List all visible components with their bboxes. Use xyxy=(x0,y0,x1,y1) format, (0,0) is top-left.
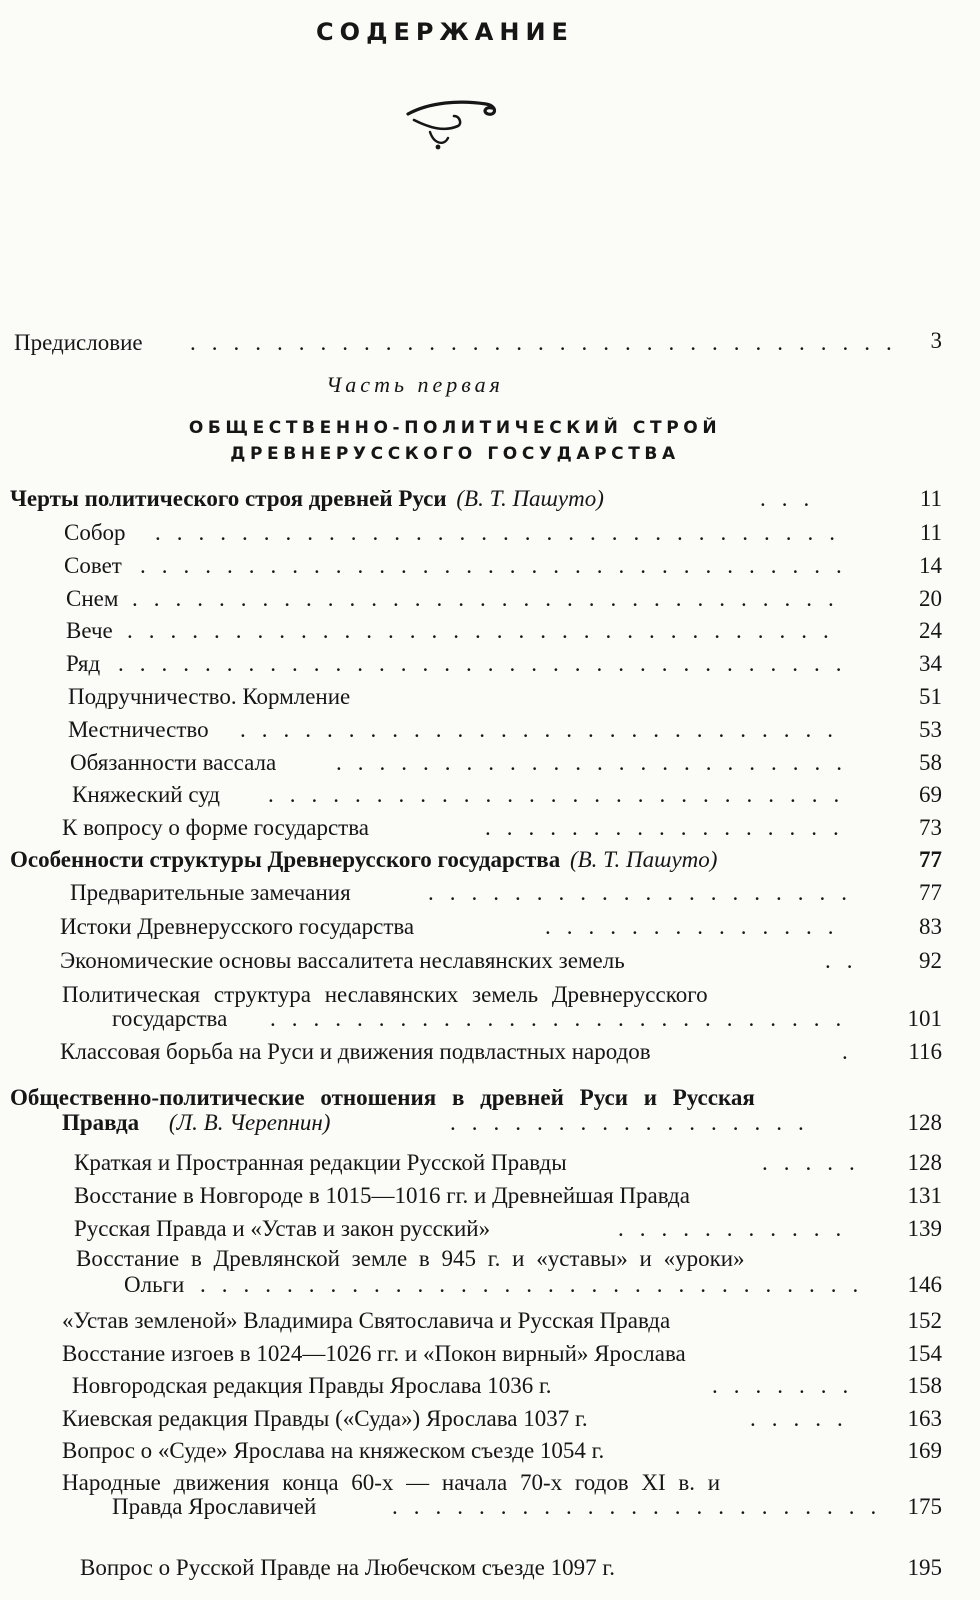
toc-entry-title: К вопросу о форме государства xyxy=(62,815,369,841)
dot-leader: .................... xyxy=(428,880,863,905)
chapter-title: Общественно-политические отношения в древней Руси и Русская xyxy=(10,1085,755,1110)
dot-leader: ................................. xyxy=(132,585,850,611)
part-title-line-2: ДРЕВНЕРУССКОГО ГОСУДАРСТВА xyxy=(230,444,680,464)
toc-entry-title: Вопрос о «Суде» Ярослава на княжеском съезде 1054 г. xyxy=(62,1438,605,1464)
toc-entry-title: Новгородская редакция Правды Ярослава 1036 г. xyxy=(72,1373,552,1399)
dot-leader: ................................. xyxy=(127,618,845,644)
dot-leader: ..... xyxy=(762,1150,871,1175)
toc-entry-title: Восстание в Древлянской земле в 945 г. и «уставы» и «уроки» xyxy=(76,1246,745,1271)
toc-entry-page: 163 xyxy=(907,1405,942,1431)
toc-entry-page: 131 xyxy=(907,1183,942,1208)
toc-entry-page: 11 xyxy=(919,486,942,511)
page-heading: СОДЕРЖАНИЕ xyxy=(316,18,574,46)
toc-entry-page: 83 xyxy=(919,914,942,939)
toc-entry-title-continued: государства xyxy=(112,1006,228,1031)
toc-entry-title: Вече xyxy=(66,618,113,644)
toc-entry-title: Политическая структура неславянских земель Древнерусского xyxy=(62,982,708,1007)
part-label: Часть первая xyxy=(326,372,504,397)
dot-leader: ................................ xyxy=(155,520,851,545)
chapter-author: (В. Т. Пашуто) xyxy=(569,847,718,872)
dot-leader: ................................. xyxy=(140,552,858,578)
chapter-author: (В. Т. Пашуто) xyxy=(456,486,604,511)
toc-entry-title: Собор xyxy=(64,520,126,545)
toc-entry-title: Предисловие xyxy=(14,330,143,355)
dot-leader: ........................... xyxy=(270,1006,858,1031)
toc-entry-page: 92 xyxy=(919,948,942,973)
toc-entry-page: 175 xyxy=(907,1494,942,1519)
toc-entry-title-continued: Ольги xyxy=(124,1272,185,1297)
toc-entry-page: 11 xyxy=(919,520,942,545)
toc-entry-page: 158 xyxy=(907,1373,942,1399)
toc-entry-title: Киевская редакция Правды («Суда») Ярослава 1037 г. xyxy=(62,1405,588,1431)
chapter-title-continued xyxy=(62,1108,330,1138)
toc-entry-page: 195 xyxy=(907,1555,942,1580)
toc-entry-page: 169 xyxy=(907,1438,942,1464)
toc-entry-page: 154 xyxy=(907,1340,942,1366)
toc-entry-title: Экономические основы вассалитета неславянских земель xyxy=(60,948,625,973)
toc-entry-title: Русская Правда и «Устав и закон русский» xyxy=(74,1216,491,1241)
toc-entry-title: Классовая борьба на Руси и движения подвластных народов xyxy=(60,1039,651,1064)
toc-entry-title: Подручничество. Кормление xyxy=(68,684,351,709)
toc-entry-page: 14 xyxy=(919,552,942,578)
toc-entry-page: 146 xyxy=(907,1272,942,1297)
toc-entry-page: 77 xyxy=(919,847,942,872)
toc-entry-title: Совет xyxy=(64,552,122,578)
toc-entry-title: Краткая и Пространная редакции Русской Правды xyxy=(74,1150,567,1175)
toc-entry-page: 34 xyxy=(919,651,942,677)
part-title-line-1: ОБЩЕСТВЕННО-ПОЛИТИЧЕСКИЙ СТРОЙ xyxy=(188,418,722,438)
chapter-title xyxy=(10,484,604,514)
dot-leader: ............................ xyxy=(240,716,849,742)
toc-entry-title: Истоки Древнерусского государства xyxy=(60,914,415,939)
toc-entry-title: Народные движения конца 60-х — начала 70-х годов XI в. и xyxy=(62,1470,721,1495)
toc-entry-title: Местничество xyxy=(68,716,209,742)
dot-leader: ................................. xyxy=(190,330,908,355)
dot-leader: ....... xyxy=(712,1373,865,1399)
toc-entry-page: 20 xyxy=(919,585,942,611)
toc-entry-page: 24 xyxy=(919,618,942,644)
toc-entry-page: 116 xyxy=(908,1039,942,1064)
dot-leader: ................. xyxy=(450,1110,820,1135)
toc-entry-title: Обязанности вассала xyxy=(70,749,277,775)
dot-leader: . xyxy=(842,1039,848,1064)
toc-entry-page: 51 xyxy=(919,684,942,709)
dot-leader: .................................. xyxy=(118,651,858,677)
dot-leader: ........................ xyxy=(336,749,858,775)
chapter-title-text: Правда xyxy=(62,1110,140,1135)
toc-entry-page: 128 xyxy=(907,1110,942,1135)
toc-entry-title: «Устав земленой» Владимира Святославича и Русская Правда xyxy=(62,1308,671,1333)
toc-entry-title: Вопрос о Русской Правде на Любечском съезде 1097 г. xyxy=(80,1555,615,1580)
toc-entry-title: Княжеский суд xyxy=(72,782,221,808)
dot-leader: .. xyxy=(825,948,869,973)
toc-entry-title: Ряд xyxy=(66,651,101,677)
dot-leader: ................. xyxy=(485,815,855,841)
dot-leader: ..... xyxy=(750,1405,859,1431)
dot-leader: ............................... xyxy=(200,1272,875,1297)
chapter-author: (Л. В. Черепнин) xyxy=(168,1110,331,1135)
toc-entry-page: 58 xyxy=(919,749,942,775)
flourish-ornament-icon xyxy=(400,92,510,154)
dot-leader: .............. xyxy=(545,914,850,939)
toc-entry-title: Восстание изгоев в 1024—1026 гг. и «Покон вирный» Ярослава xyxy=(62,1340,686,1366)
chapter-title xyxy=(10,845,717,875)
toc-entry-page: 128 xyxy=(907,1150,942,1175)
dot-leader: ....................... xyxy=(392,1494,893,1519)
toc-entry-page: 69 xyxy=(919,782,942,808)
toc-entry-page: 3 xyxy=(930,328,942,353)
toc-entry-page: 152 xyxy=(907,1308,942,1333)
toc-entry-page: 139 xyxy=(907,1216,942,1241)
toc-entry-page: 101 xyxy=(907,1006,942,1031)
dot-leader: ........................... xyxy=(268,782,856,808)
toc-entry-page: 73 xyxy=(919,815,942,841)
dot-leader: ... xyxy=(760,486,826,511)
chapter-title-text: Особенности структуры Древнерусского государства xyxy=(10,847,561,872)
toc-entry-title: Снем xyxy=(66,585,119,611)
toc-entry-page: 77 xyxy=(919,880,942,905)
toc-entry-page: 53 xyxy=(919,716,942,742)
toc-entry-title: Предварительные замечания xyxy=(70,880,351,905)
toc-entry-title: Восстание в Новгороде в 1015—1016 гг. и Древнейшая Правда xyxy=(74,1183,690,1208)
chapter-title-text: Черты политического строя древней Руси xyxy=(10,486,447,511)
dot-leader: ........... xyxy=(618,1216,858,1241)
toc-entry-title-continued: Правда Ярославичей xyxy=(112,1494,317,1519)
